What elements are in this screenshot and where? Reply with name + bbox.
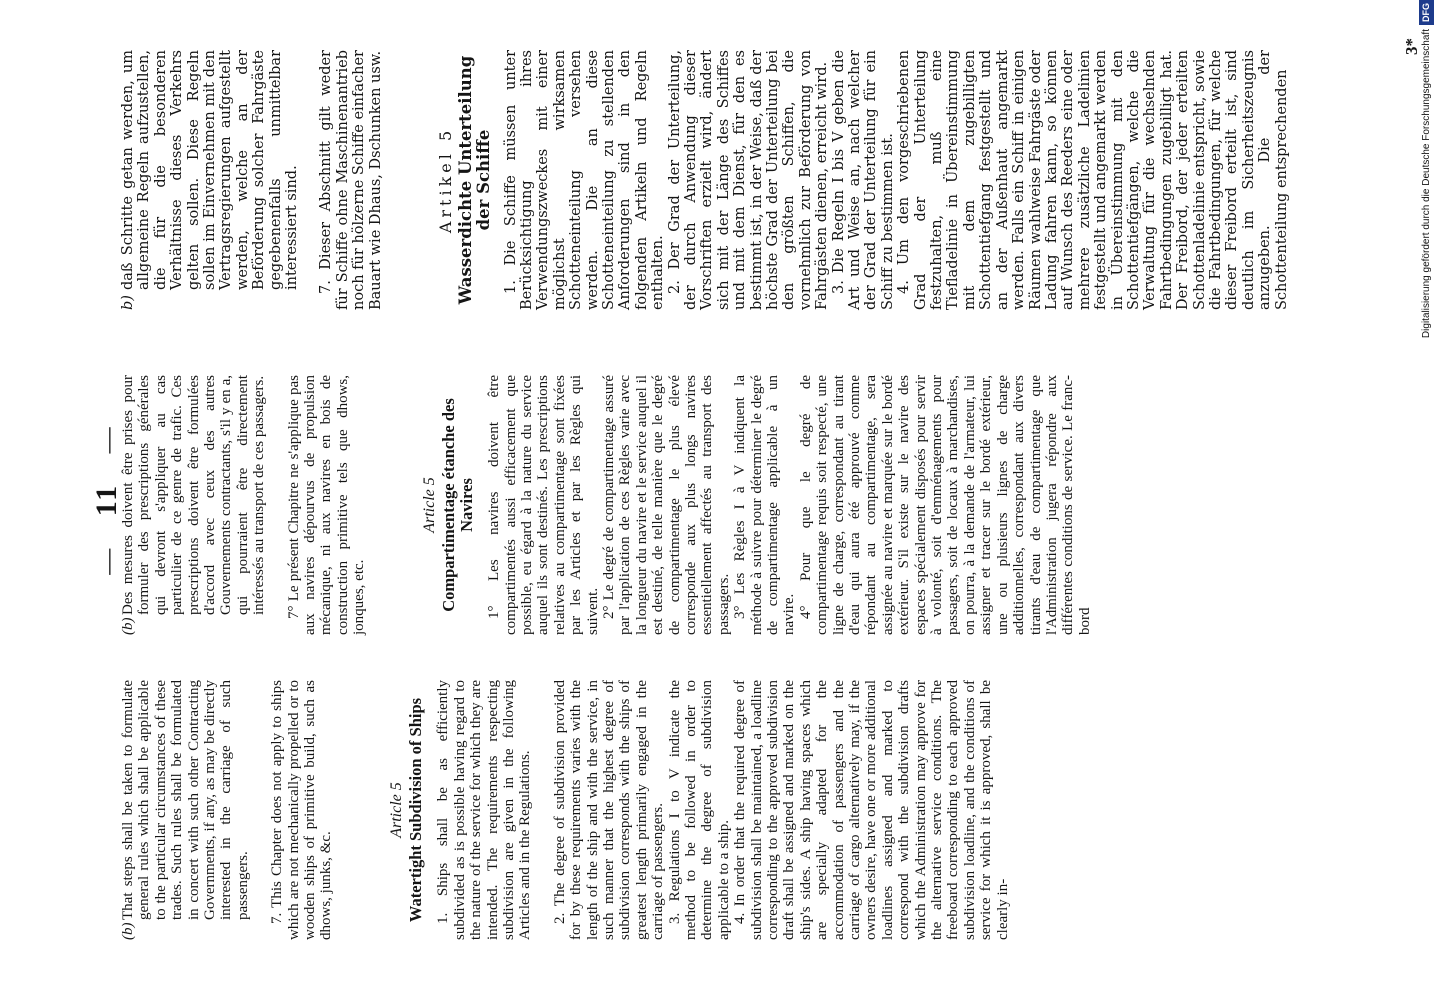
dfg-notice-strip bbox=[1419, 0, 1434, 1000]
english-para-b-text: That steps shall be taken to formulate general rules which shall be applicable to the particular circumstances of these trades. Such rules shall be formulated in concert with such other Contracting Governments, if any, as may be directly interested in the carriage of such passengers. bbox=[120, 680, 251, 920]
french-para-b-label: (b) bbox=[120, 617, 136, 635]
dfg-notice-text: Digitalisierung gefördert durch die Deutsche Forschungsgemeinschaft bbox=[1421, 29, 1432, 339]
french-para-7: 7° Le présent Chapitre ne s'applique pas aux navires dépourvus de propulsion mécanique, ni aux navires en bois de construction primitive tels que dhows, jonques, etc. bbox=[285, 375, 368, 635]
french-article-title: Compartimentage étanche des Navires bbox=[439, 398, 477, 612]
german-para-b bbox=[120, 50, 300, 310]
dfg-logo: DFG bbox=[1419, 0, 1434, 25]
german-para-1: 1. Die Schiffe müssen unter Berücksichtigung ihres Verwendungszweckes mit einer möglichst wirksamen Schotteneinteilung versehen werden. Die an diese Schotteneinteilung zu stellenden Anforderungen sind in den folgenden Artikeln und Regeln enthalten. bbox=[502, 50, 667, 310]
german-para-b-label: b) bbox=[120, 295, 136, 310]
german-article-title: Wasserdichte Unterteilung der Schiffe bbox=[455, 55, 493, 305]
french-article-label: Article 5 bbox=[420, 477, 438, 533]
english-para-1: 1. Ships shall be as efficiently subdivided as is possible having regard to the nature of the service for which they are intended. The requirements respecting subdivision are given in the following Articles and in the Regulations. bbox=[435, 680, 534, 940]
german-para-7: 7. Dieser Abschnitt gilt weder für Schiffe ohne Maschinenantrieb noch für hölzerne Schiffe einfacher Bauart wie Dhaus, Dschunken usw. bbox=[318, 50, 384, 310]
english-para-4: 4. In order that the required degree of subdivision shall be maintained, a loadline corresponding to the approved subdivision draft shall be assigned and marked on the ship's sides. A ship having spaces which are specially adapted for the accommodation of passengers and the carriage of cargo alternatively may, if the owners desire, have one or more additional loadlines assigned and marked to correspond with the subdivision drafts which the Administration may approve for the alternative service conditions. The freeboard corresponding to each approved subdivision loadline, and the conditions of service for which it is approved, shall be clearly in- bbox=[732, 680, 1011, 940]
french-para-1: 1° Les navires doivent être compartimentés aussi efficacement que possible, eu égard à la nature du service auquel ils sont destinés. Les prescriptions relatives au compartimentage sont fixées par les Articles et par les Règles qui suivent. bbox=[486, 375, 601, 635]
english-column bbox=[120, 680, 1011, 940]
header-dash-left: — bbox=[93, 546, 122, 575]
header-dash-right: — bbox=[93, 425, 122, 454]
english-para-7: 7. This Chapter does not apply to ships which are not mechanically propelled or to wooden ships of primitive build, such as dhows, junks, &c. bbox=[269, 680, 335, 940]
french-para-3: 3° Les Règles I à V indiquent la méthode à suivre pour déterminer le degré de compartimentage applicable à un navire. bbox=[732, 375, 798, 635]
english-para-b bbox=[120, 680, 251, 940]
french-para-2: 2° Le degré de compartimentage assuré par l'application de ces Règles varie avec la longueur du navire et le service auquel il est destiné, de telle manière que le degré de compartimentage le plus élevé corresponde aux plus longs navires essentiellement affectés au transport des passagers. bbox=[600, 375, 732, 635]
english-article-label: Article 5 bbox=[387, 782, 405, 838]
page-header bbox=[90, 0, 124, 1000]
english-para-3: 3. Regulations I to V indicate the method to be followed in order to determine the degree of subdivision applicable to a ship. bbox=[666, 680, 732, 940]
french-para-b bbox=[120, 375, 268, 635]
french-para-b-text: Des mesures doivent être prises pour formuler des prescriptions générales qui devront s'appliquer au cas particulier de ce genre de trafic. Ces prescriptions doivent être formulées d'accord avec ceux des autres Gouvernements contractants, s'il y en a, qui pourraient être directement intéressés au transport de ces passagers. bbox=[120, 375, 268, 615]
german-para-b-text: daß Schritte getan werden, um allgemeine Regeln aufzustellen, die für die besonderen Verhältnisse dieses Verkehrs gelten sollen. Diese Regeln sollen im Einvernehmen mit den Vertragsregierungen aufgestellt werden, welche an der Beförderung solcher Fahrgäste gegebenenfalls unmittelbar interessiert sind. bbox=[120, 50, 301, 290]
french-column bbox=[120, 375, 1093, 635]
german-para-2: 2. Der Grad der Unterteilung, der durch Anwendung dieser Vorschriften erzielt wird, ändert sich mit der Länge des Schiffes und mit dem Dienst, für den es bestimmt ist, in der Weise, daß der höchste Grad der Unterteilung bei den größten Schiffen, die vornehmlich zur Beförderung von Fahrgästen dienen, erreicht wird. bbox=[666, 50, 831, 310]
french-para-4: 4° Pour que le degré de compartimentage requis soit respecté, une ligne de charge, correspondant au tirant d'eau qui aura été approuvé comme répondant au compartimentage, sera assignée au navire et marquée sur le bordé extérieur. S'il existe sur le navire des espaces spécialement disposés pour servir à volonté, soit d'emménagements pour passagers, soit de locaux à marchandises, on pourra, à la demande de l'armateur, lui assigner et tracer sur le bordé extérieur, une ou plusieurs lignes de charge additionnelles, correspondant aux divers tirants d'eau de compartimentage que l'Administration jugera répondre aux différentes conditions de service. Le franc-bord bbox=[797, 375, 1093, 635]
german-column bbox=[120, 50, 1290, 310]
german-article-label: Artikel 5 bbox=[436, 126, 456, 234]
english-para-b-label: (b) bbox=[120, 922, 136, 940]
page-number: 11 bbox=[90, 483, 123, 517]
english-article-title: Watertight Subdivision of Ships bbox=[406, 697, 426, 923]
german-para-3: 3. Die Regeln I bis V geben die Art und Weise an, nach welcher der Grad der Unterteilung für ein Schiff zu bestimmen ist. bbox=[830, 50, 896, 310]
english-para-2: 2. The degree of subdivision provided for by these requirements varies with the length of the ship and with the service, in such manner that the highest degree of subdivision corresponds with the ships of greatest length primarily engaged in the carriage of passengers. bbox=[551, 680, 667, 940]
signature-mark: 3* bbox=[1402, 38, 1421, 55]
german-para-4: 4. Um den vorgeschriebenen Grad der Unterteilung festzuhalten, muß eine Tiefladelinie in Übereinstimmung mit dem zugebilligten Schottentiefgang festgestellt und an der Außenhaut angemarkt werden. Falls ein Schiff in einigen Räumen wahlweise Fahrgäste oder Ladung fahren kann, so können auf Wunsch des Reeders eine oder mehrere zusätzliche Ladelinien festgestellt und angemarkt werden in Übereinstimmung mit den Schottentiefgängen, welche die Verwaltung für die wechselnden Fahrtbedingungen zugebilligt hat. Der Freibord, der jeder erteilten Schottenladelinie entspricht, sowie die Fahrtbedingungen, für welche dieser Freibord erteilt ist, sind deutlich im Sicherheitszeugnis anzugeben. Die der Schottenteilung entsprechenden bbox=[896, 50, 1290, 310]
